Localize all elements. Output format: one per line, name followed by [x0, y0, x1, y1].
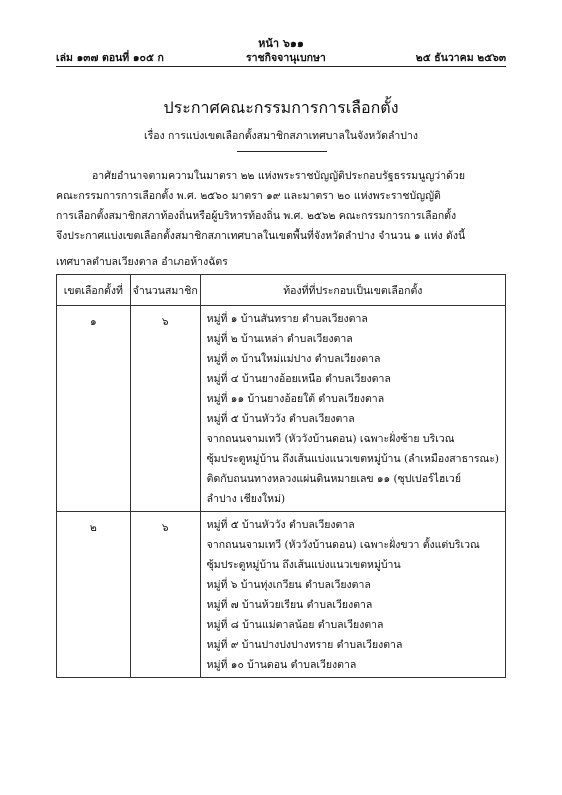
- area-line: หมู่ที่ ๗ บ้านห้วยเรียน ตำบลเวียงตาล: [206, 599, 373, 611]
- header-members: จำนวนสมาชิก: [130, 275, 200, 306]
- area-line: หมู่ที่ ๕ บ้านหัววัง ตำบลเวียงตาล: [206, 413, 355, 425]
- table-row: [57, 512, 506, 678]
- member-count: ๖: [130, 512, 200, 678]
- zone-areas: [200, 512, 505, 678]
- area-line: จากถนนจามเทวี (หัววังบ้านดอน) เฉพาะฝั่งขวา ตั้งแต่บริเวณ: [206, 539, 480, 551]
- publication-name: ราชกิจจานุเบกษา: [246, 52, 326, 64]
- table-header-row: [57, 275, 506, 306]
- publication-date: ๒๕ ธันวาคม ๒๕๖๓: [415, 52, 506, 64]
- area-line: หมู่ที่ ๒ บ้านเหล่า ตำบลเวียงตาล: [206, 333, 353, 345]
- header-areas: ท้องที่ที่ประกอบเป็นเขตเลือกตั้ง: [200, 275, 505, 306]
- area-line: หมู่ที่ ๓ บ้านใหม่แม่ปาง ตำบลเวียงตาล: [206, 353, 381, 365]
- zone-number: ๒: [57, 512, 131, 678]
- header-rule: [56, 66, 506, 67]
- header-zone: เขตเลือกตั้งที่: [57, 275, 131, 306]
- area-line: ลำปาง เชียงใหม่): [206, 493, 286, 505]
- body-line: การเลือกตั้งสมาชิกสภาท้องถิ่นหรือผู้บริหารท้องถิ่น พ.ศ. ๒๕๖๒ คณะกรรมการการเลือกตั้ง: [56, 210, 457, 222]
- area-line: หมู่ที่ ๙ บ้านปางปงปางทราย ตำบลเวียงตาล: [206, 639, 403, 651]
- area-line: หมู่ที่ ๖ บ้านทุ่งเกวียน ตำบลเวียงตาล: [206, 579, 371, 591]
- zone-areas: [200, 306, 505, 512]
- body-line: คณะกรรมการการเลือกตั้ง พ.ศ. ๒๕๖๐ มาตรา ๑๙ และมาตรา ๒๐ แห่งพระราชบัญญัติ: [56, 190, 441, 202]
- body-line: จึงประกาศแบ่งเขตเลือกตั้งสมาชิกสภาเทศบาลในเขตพื้นที่จังหวัดลำปาง จำนวน ๑ แห่ง ดังนี้: [56, 230, 466, 242]
- area-line: ติดกับถนนทางหลวงแผ่นดินหมายเลข ๑๑ (ซุปเปอร์ไฮเวย์: [206, 473, 461, 485]
- area-line: หมู่ที่ ๑ บ้านสันทราย ตำบลเวียงตาล: [206, 313, 368, 325]
- area-line: หมู่ที่ ๘ บ้านแม่ตาลน้อย ตำบลเวียงตาล: [206, 619, 384, 631]
- area-line: จากถนนจามเทวี (หัววังบ้านดอน) เฉพาะฝั่งซ้าย บริเวณ: [206, 433, 455, 445]
- area-line: หมู่ที่ ๑๑ บ้านยางอ้อยใต้ ตำบลเวียงตาล: [206, 393, 385, 405]
- page-number: หน้า ๖๑๑: [258, 37, 304, 50]
- electoral-zone-table: [56, 274, 506, 678]
- announcement-title: ประกาศคณะกรรมการการเลือกตั้ง: [163, 98, 399, 117]
- area-line: หมู่ที่ ๑๐ บ้านดอน ตำบลเวียงตาล: [206, 659, 357, 671]
- volume-issue: เล่ม ๑๓๗ ตอนที่ ๑๐๕ ก: [56, 52, 164, 64]
- area-line: หมู่ที่ ๕ บ้านหัววัง ตำบลเวียงตาล: [206, 519, 355, 531]
- area-line: หมู่ที่ ๔ บ้านยางอ้อยเหนือ ตำบลเวียงตาล: [206, 373, 391, 385]
- table-row: [57, 306, 506, 512]
- area-line: ซุ้มประตูหมู่บ้าน ถึงเส้นแบ่งแนวเขตหมู่บ้าน (ลำเหมืองสาธารณะ): [206, 453, 499, 465]
- gazette-header-line: [56, 49, 506, 63]
- announcement-subject: เรื่อง การแบ่งเขตเลือกตั้งสมาชิกสภาเทศบาลในจังหวัดลำปาง: [143, 130, 418, 142]
- area-line: ซุ้มประตูหมู่บ้าน ถึงเส้นแบ่งแนวเขตหมู่บ้าน: [206, 559, 401, 571]
- title-divider: [237, 151, 327, 152]
- zone-number: ๑: [57, 306, 131, 512]
- member-count: ๖: [130, 306, 200, 512]
- municipality-label: เทศบาลตำบลเวียงตาล อำเภอห้างฉัตร: [56, 256, 228, 268]
- body-line: อาศัยอำนาจตามความในมาตรา ๒๒ แห่งพระราชบัญญัติประกอบรัฐธรรมนูญว่าด้วย: [92, 170, 465, 182]
